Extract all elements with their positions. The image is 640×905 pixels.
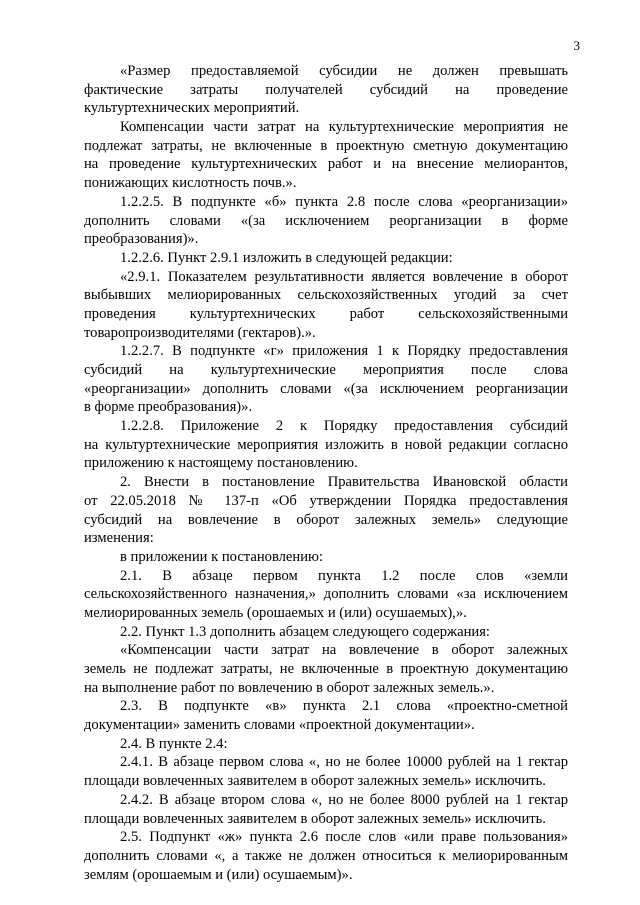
text-line: «реорганизации» дополнить словами «(за исключением реорганизации — [84, 380, 568, 397]
text-line: 2.2. Пункт 1.3 дополнить абзацем следующего содержания: — [120, 623, 490, 640]
text-line: площади вовлеченных заявителем в оборот залежных земель» исключить. — [84, 810, 546, 827]
text-line: проведения культуртехнических работ сельскохозяйственными — [84, 305, 568, 322]
text-line: землям (орошаемым и (или) осушаемым)». — [84, 866, 353, 883]
text-line: в приложении к постановлению: — [120, 548, 323, 565]
text-line: 1.2.2.7. В подпункте «г» приложения 1 к Порядку предоставления — [120, 343, 568, 360]
text-line: земель не подлежат затраты, не включенные в проектную документацию — [84, 661, 568, 677]
text-line: Компенсации части затрат на культуртехнические мероприятия не — [120, 119, 568, 136]
text-line: понижающих кислотность почв.». — [84, 175, 297, 192]
text-line: фактические затраты получателей субсидий на проведение — [84, 81, 568, 98]
text-line: 2.1. В абзаце первом пункта 1.2 после слов «земли — [120, 567, 568, 584]
text-line: преобразования)». — [84, 231, 199, 248]
text-line: площади вовлеченных заявителем в оборот залежных земель» исключить. — [84, 773, 546, 790]
text-line: культуртехнических мероприятий. — [84, 100, 300, 117]
text-line: на проведение культуртехнических работ и на внесение мелиорантов, — [84, 156, 568, 173]
text-line: 2.3. В подпункте «в» пункта 2.1 слова «проектно-сметной — [120, 698, 568, 715]
text-line: мелиорированных земель (орошаемых и (или) осушаемых),». — [84, 604, 467, 621]
text-line: документации» заменить словами «проектной документации». — [84, 717, 475, 734]
text-line: 2.4.1. В абзаце первом слова «, но не более 10000 рублей на 1 гектар — [120, 754, 568, 771]
text-line: подлежат затраты, не включенные в проектную сметную документацию — [84, 137, 568, 154]
text-line: выбывших мелиорированных сельскохозяйственных угодий за счет — [84, 287, 568, 304]
text-line: «2.9.1. Показателем результативности является вовлечение в оборот — [120, 268, 568, 285]
page-number: 3 — [573, 38, 580, 53]
text-line: товаропроизводителями (гектаров).». — [84, 324, 316, 341]
text-line: 2.4.2. В абзаце втором слова «, но не более 8000 рублей на 1 гектар — [120, 791, 568, 808]
text-line: на культуртехнические мероприятия изложить в новой редакции согласно — [84, 436, 568, 453]
text-line: «Компенсации части затрат на вовлечение в оборот залежных — [120, 642, 568, 659]
text-line: в форме преобразования)». — [84, 399, 253, 416]
text-line: 2. Внести в постановление Правительства Ивановской области — [120, 474, 568, 491]
text-line: субсидий на культуртехнические мероприятия после слова — [84, 362, 568, 378]
text-line: «Размер предоставляемой субсидии не должен превышать — [120, 63, 568, 79]
text-line: 2.5. Подпункт «ж» пункта 2.6 после слов «или праве пользования» — [120, 829, 568, 846]
text-line: 1.2.2.6. Пункт 2.9.1 изложить в следующей редакции: — [120, 249, 453, 266]
text-line: 2.4. В пункте 2.4: — [120, 735, 228, 752]
document-body — [84, 62, 568, 884]
text-line: сельскохозяйственного назначения,» дополнить словами «за исключением — [84, 586, 568, 603]
text-line: приложению к настоящему постановлению. — [84, 455, 358, 472]
text-line: 1.2.2.8. Приложение 2 к Порядку предоставления субсидий — [120, 418, 568, 435]
text-line: дополнить словами «(за исключением реорганизации в форме — [84, 212, 568, 229]
text-line: от 22.05.2018 № 137-п «Об утверждении Порядка предоставления — [84, 492, 568, 509]
text-line: 1.2.2.5. В подпункте «б» пункта 2.8 после слова «реорганизации» — [120, 193, 568, 210]
text-line: изменения: — [84, 530, 154, 547]
text-line: на выполнение работ по вовлечению в оборот залежных земель.». — [84, 679, 495, 696]
text-line: субсидий на вовлечение в оборот залежных земель» следующие — [84, 511, 568, 528]
text-line: дополнить словами «, а также не должен относиться к мелиорированным — [84, 847, 568, 864]
